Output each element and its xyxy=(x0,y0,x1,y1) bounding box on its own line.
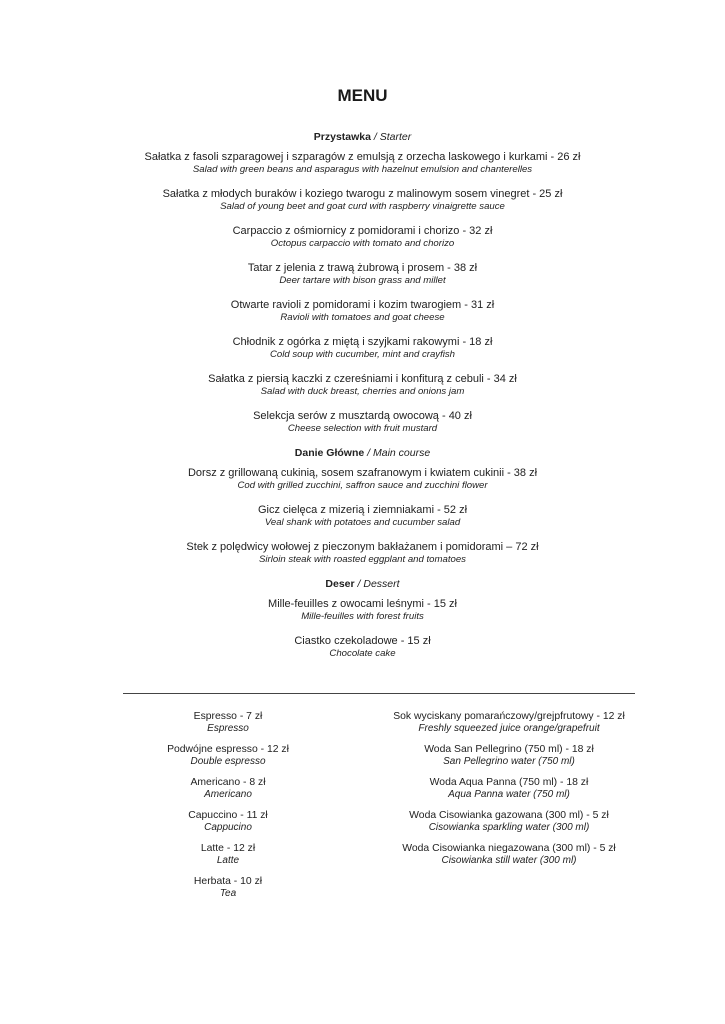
section-header-starter xyxy=(0,131,725,144)
drink-item-en: Latte xyxy=(216,855,240,866)
menu-item-pl: Sałatka z fasoli szparagowej i szparagów z emulsją z orzecha laskowego i kurkami - 26 zł xyxy=(144,151,581,163)
drink-item-pl: Woda Aqua Panna (750 ml) - 18 zł xyxy=(429,777,589,788)
menu-item-pl: Sałatka z piersią kaczki z czereśniami i konfiturą z cebuli - 34 zł xyxy=(208,373,517,385)
menu-item-pl: Otwarte ravioli z pomidorami i kozim twarogiem - 31 zł xyxy=(230,299,495,311)
section-name-en: / Dessert xyxy=(354,578,400,590)
drink-item xyxy=(380,711,638,735)
menu-item-pl: Mille-feuilles z owocami leśnymi - 15 zł xyxy=(268,598,457,610)
drink-item xyxy=(380,810,638,834)
drink-item-pl: Latte - 12 zł xyxy=(200,843,256,854)
drink-item xyxy=(148,876,308,900)
drink-item xyxy=(148,744,308,768)
menu-item xyxy=(0,188,725,213)
menu-item-en: Salad with green beans and asparagus with hazelnut emulsion and chanterelles xyxy=(192,164,533,175)
menu-item-en: Veal shank with potatoes and cucumber salad xyxy=(264,517,461,528)
menu-item-en: Chocolate cake xyxy=(329,648,396,659)
menu-item-en: Mille-feuilles with forest fruits xyxy=(301,611,424,622)
drink-item-pl: Americano - 8 zł xyxy=(190,777,266,788)
section-header-dessert xyxy=(0,578,725,591)
drink-item-en: San Pellegrino water (750 ml) xyxy=(443,756,575,767)
section-name-en: / Starter xyxy=(370,131,412,143)
section-name: Danie Główne xyxy=(294,447,365,459)
menu-item-en: Sirloin steak with roasted eggplant and tomatoes xyxy=(259,554,466,565)
menu-item-en: Cheese selection with fruit mustard xyxy=(287,423,438,434)
menu-item xyxy=(0,504,725,529)
section-name: Przystawka xyxy=(313,131,371,143)
drink-item-en: Cisowianka sparkling water (300 ml) xyxy=(428,822,590,833)
drink-item-pl: Podwójne espresso - 12 zł xyxy=(167,744,289,755)
menu-item-pl: Carpaccio z ośmiornicy z pomidorami i chorizo - 32 zł xyxy=(232,225,493,237)
drink-item-en: Espresso xyxy=(207,723,249,734)
drink-item-en: Cisowianka still water (300 ml) xyxy=(441,855,577,866)
drink-item-en: Aqua Panna water (750 ml) xyxy=(448,789,570,800)
menu-item xyxy=(0,598,725,623)
drink-item-pl: Sok wyciskany pomarańczowy/grejpfrutowy - 12 zł xyxy=(393,711,625,722)
divider-line xyxy=(123,693,635,694)
menu-item-en: Octopus carpaccio with tomato and chorizo xyxy=(270,238,455,249)
drink-item-pl: Woda Cisowianka niegazowana (300 ml) - 5 zł xyxy=(402,843,616,854)
menu-item-en: Deer tartare with bison grass and millet xyxy=(279,275,446,286)
menu-item xyxy=(0,410,725,435)
menu-item-pl: Chłodnik z ogórka z miętą i szyjkami rakowymi - 18 zł xyxy=(232,336,493,348)
section-header-main-course xyxy=(0,447,725,460)
drink-item-en: Americano xyxy=(204,789,252,800)
section-name: Deser xyxy=(325,578,355,590)
menu-item-pl: Dorsz z grillowaną cukinią, sosem szafranowym i kwiatem cukinii - 38 zł xyxy=(187,467,538,479)
drink-item-en: Double espresso xyxy=(190,756,266,767)
drink-item-pl: Woda San Pellegrino (750 ml) - 18 zł xyxy=(424,744,594,755)
menu-item xyxy=(0,151,725,176)
menu-item xyxy=(0,467,725,492)
menu-column xyxy=(0,131,725,672)
drink-item-en: Cappucino xyxy=(204,822,252,833)
drink-item-pl: Woda Cisowianka gazowana (300 ml) - 5 zł xyxy=(409,810,609,821)
drink-item xyxy=(380,777,638,801)
menu-item-en: Salad with duck breast, cherries and onions jam xyxy=(260,386,465,397)
menu-item-pl: Tatar z jelenia z trawą żubrową i prosem - 38 zł xyxy=(247,262,478,274)
menu-item xyxy=(0,299,725,324)
drink-item-en: Tea xyxy=(219,888,237,899)
drink-item-en: Freshly squeezed juice orange/grapefruit xyxy=(418,723,600,734)
drink-item xyxy=(148,843,308,867)
drink-item-pl: Espresso - 7 zł xyxy=(193,711,263,722)
menu-item xyxy=(0,635,725,660)
menu-item xyxy=(0,336,725,361)
menu-item-en: Cod with grilled zucchini, saffron sauce and zucchini flower xyxy=(237,480,488,491)
menu-item-en: Ravioli with tomatoes and goat cheese xyxy=(280,312,445,323)
drink-item-pl: Herbata - 10 zł xyxy=(193,876,263,887)
menu-item-pl: Ciastko czekoladowe - 15 zł xyxy=(294,635,431,647)
drink-item xyxy=(148,810,308,834)
drinks-column-cold xyxy=(380,711,638,876)
drink-item xyxy=(148,711,308,735)
menu-item-pl: Selekcja serów z musztardą owocową - 40 zł xyxy=(253,410,472,422)
drink-item xyxy=(148,777,308,801)
drinks-column-hot xyxy=(148,711,308,909)
menu-item-en: Cold soup with cucumber, mint and crayfish xyxy=(269,349,456,360)
menu-item-pl: Sałatka z młodych buraków i koziego twarogu z malinowym sosem vinegret - 25 zł xyxy=(162,188,563,200)
menu-item xyxy=(0,541,725,566)
menu-item xyxy=(0,262,725,287)
page-title: MENU xyxy=(337,86,388,105)
menu-item-en: Salad of young beet and goat curd with raspberry vinaigrette sauce xyxy=(220,201,505,212)
menu-item-pl: Stek z polędwicy wołowej z pieczonym bakłażanem i pomidorami – 72 zł xyxy=(186,541,539,553)
menu-item xyxy=(0,225,725,250)
menu-item-pl: Gicz cielęca z mizerią i ziemniakami - 52 zł xyxy=(257,504,468,516)
drink-item xyxy=(380,843,638,867)
section-name-en: / Main course xyxy=(364,447,431,459)
drink-item xyxy=(380,744,638,768)
drink-item-pl: Capuccino - 11 zł xyxy=(188,810,268,821)
menu-item xyxy=(0,373,725,398)
